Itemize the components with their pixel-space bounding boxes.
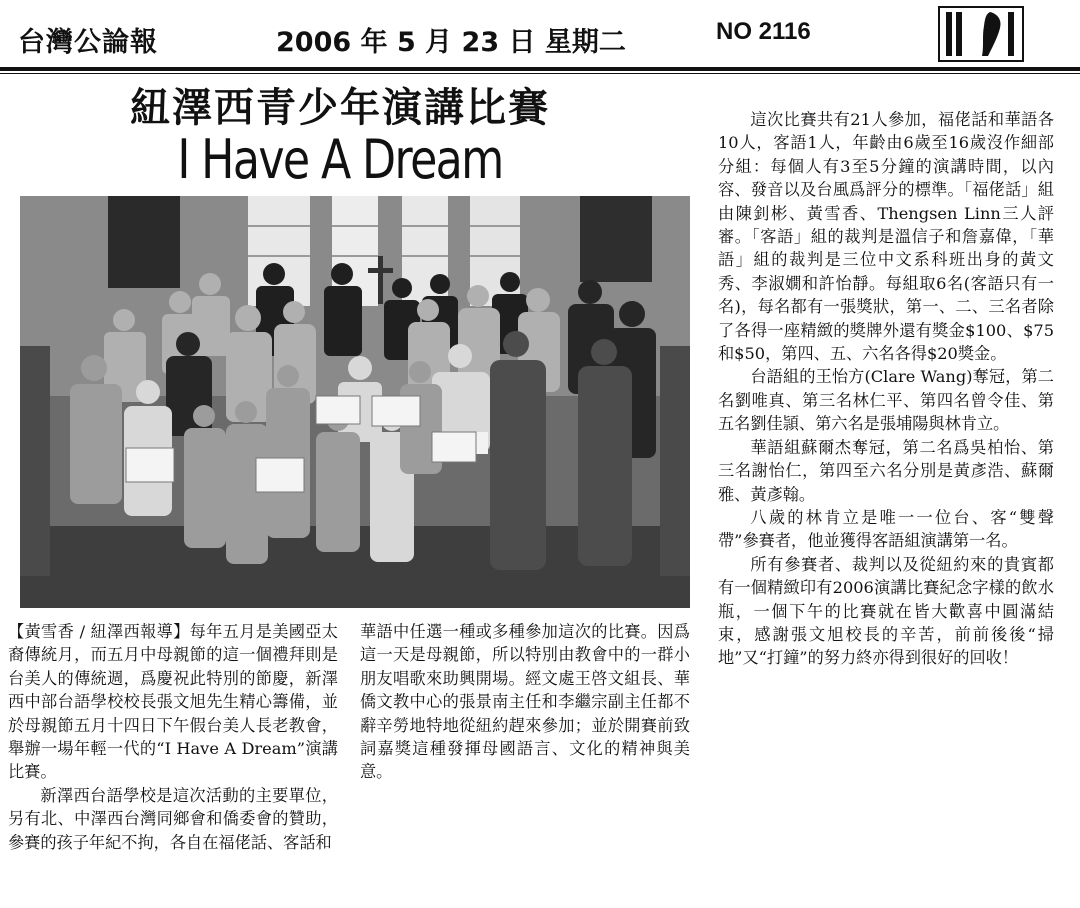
group-photo-icon <box>20 196 690 608</box>
taiwan-map-logo-icon <box>938 6 1024 62</box>
masthead-rule <box>0 67 1080 71</box>
headline-chinese: 紐澤西青少年演講比賽 <box>130 84 550 131</box>
newspaper-name: 台灣公論報 <box>18 27 158 58</box>
article-column-right <box>718 108 1054 670</box>
article-column-middle <box>360 620 690 784</box>
headline-english: I Have A Dream <box>177 128 503 191</box>
article-paragraph: 八歲的林肯立是唯一一位台、客“雙聲帶”參賽者，他並獲得客語組演講第一名。 <box>718 507 1054 551</box>
masthead <box>0 0 1080 70</box>
article-paragraph: 台語組的王怡方(Clare Wang)奪冠，第二名劉唯真、第三名林仁平、第四名曾令佳、第五名劉佳頴、第六名是張埔陽與林肯立。 <box>718 367 1054 434</box>
article-paragraph: 華語中任選一種或多種參加這次的比賽。因爲這一天是母親節，所以特別由教會中的一群小朋友唱歌來助興開場。經文處王啓文組長、華僑文教中心的張景南主任和李繼宗副主任都不辭辛勞地特地從紐約趕來參加；並於開賽前致詞嘉獎這種發揮母國語言、文化的精神與美意。 <box>360 622 690 782</box>
article-paragraph: 所有參賽者、裁判以及從紐約來的貴賓都有一個精緻印有2006演講比賽紀念字樣的飲水瓶，一個下午的比賽就在皆大歡喜中圓滿結束，感謝張文旭校長的辛苦，前前後後“掃地”又“打鐘”的努力終亦得到很好的回收！ <box>718 554 1054 668</box>
issue-number: NO 2116 <box>716 18 811 45</box>
article-paragraph: 華語組蘇爾杰奪冠，第二名爲吳柏怡、第三名謝怡仁，第四至六名分別是黃彥浩、蘇爾雅、黃彥翰。 <box>718 437 1054 504</box>
masthead-thin-rule <box>0 73 1080 74</box>
article-paragraph: 【黃雪香 / 紐澤西報導】每年五月是美國亞太裔傳統月，而五月中母親節的這一個禮拜則是台美人的傳統週，爲慶祝此特別的節慶，新澤西中部台語學校校長張文旭先生精心籌備，並於母親節五月十四日下午假台美人長老教會，舉辦一場年輕一代的“I Have A Dream”演講比賽。 <box>8 622 338 782</box>
article-paragraph: 這次比賽共有21人參加，福佬話和華語各10人，客語1人，年齡由6歲至16歲沒作細部分組：每個人有3至5分鐘的演講時間，以內容、發音以及台風爲評分的標準。「福佬話」組由陳釗彬、黃雪香、Thengsen Linn三人評審。「客語」組的裁判是溫信子和詹嘉偉，「華語」組的裁判是三位中文系科班出身的黃文秀、李淑嫺和許怡靜。每組取6名(客語只有一名)，每名都有一張獎狀，第一、二、三名者除了各得一座精緻的獎牌外還有獎金$100、$75和$50，第四、五、六名各得$20獎金。 <box>718 110 1054 364</box>
article-paragraph: 新澤西台語學校是這次活動的主要單位，另有北、中澤西台灣同鄉會和僑委會的贊助，參賽的孩子年紀不拘，各自在福佬話、客話和 <box>8 785 338 852</box>
article-column-left <box>8 620 338 854</box>
publication-date: 2006 年 5 月 23 日 星期二 <box>276 27 626 58</box>
